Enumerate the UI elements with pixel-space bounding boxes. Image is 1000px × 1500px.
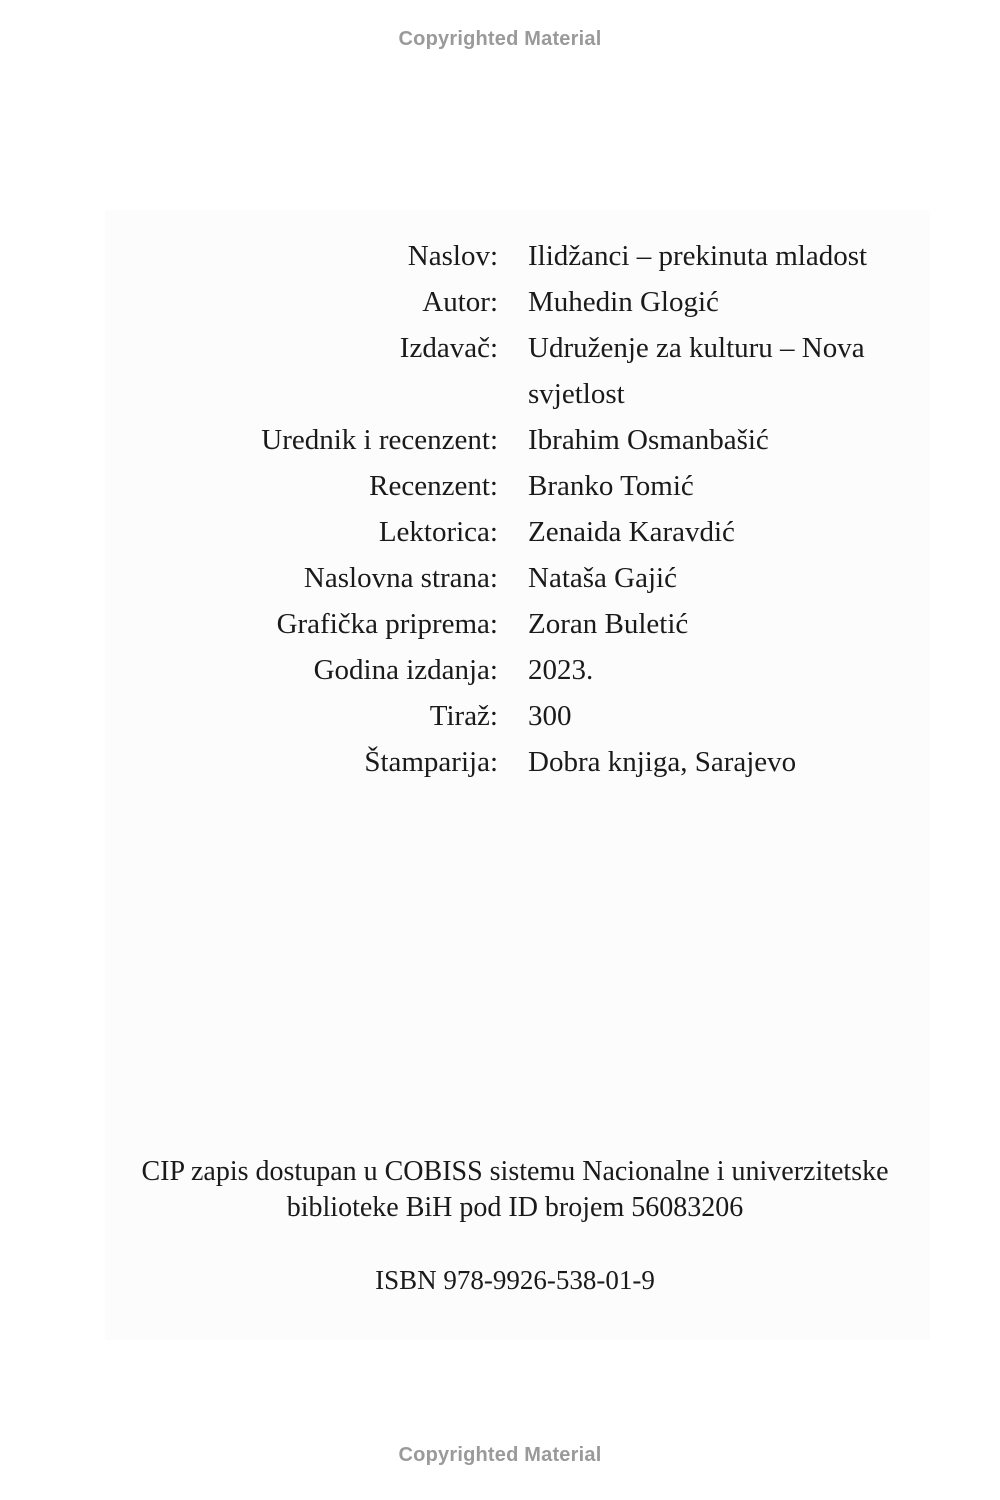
credit-value: Nataša Gajić xyxy=(528,562,677,594)
credit-row-year xyxy=(0,647,1000,693)
credit-row-printer xyxy=(0,739,1000,785)
credit-label: Urednik i recenzent: xyxy=(261,424,498,456)
credit-row-publisher xyxy=(0,325,1000,417)
credit-label: Izdavač: xyxy=(399,332,498,364)
credit-row-layout xyxy=(0,601,1000,647)
credit-row-reviewer xyxy=(0,463,1000,509)
credit-value: Branko Tomić xyxy=(528,470,694,502)
credit-value: Muhedin Glogić xyxy=(528,286,719,318)
credit-row-print-run xyxy=(0,693,1000,739)
credit-label: Grafička priprema: xyxy=(276,608,498,640)
credit-row-cover xyxy=(0,555,1000,601)
cip-record-note xyxy=(0,1154,1000,1226)
credit-value: Dobra knjiga, Sarajevo xyxy=(528,746,797,778)
copyright-watermark-top: Copyrighted Material xyxy=(398,28,602,50)
credit-label: Štamparija: xyxy=(364,746,498,778)
credits-list xyxy=(0,233,1000,785)
credit-label: Naslovna strana: xyxy=(303,562,498,594)
credit-value: Ibrahim Osmanbašić xyxy=(528,424,769,456)
credit-value: Zenaida Karavdić xyxy=(528,516,735,548)
credit-row-author xyxy=(0,279,1000,325)
credit-label: Autor: xyxy=(422,286,498,318)
cip-line-2: biblioteke BiH pod ID brojem 56083206 xyxy=(286,1192,744,1223)
credit-row-title xyxy=(0,233,1000,279)
credit-value: 300 xyxy=(528,700,572,732)
copyright-watermark-bottom: Copyrighted Material xyxy=(398,1444,602,1466)
credit-label: Lektorica: xyxy=(378,516,498,548)
credit-value: Ilidžanci – prekinuta mladost xyxy=(528,240,868,272)
credit-label: Recenzent: xyxy=(369,470,498,502)
credit-label: Godina izdanja: xyxy=(313,654,498,686)
credit-value: Udruženje za kulturu – Nova svjetlost xyxy=(528,332,865,410)
cip-line-1: CIP zapis dostupan u COBISS sistemu Nacionalne i univerzitetske xyxy=(141,1156,889,1187)
credit-label: Naslov: xyxy=(407,240,498,272)
credit-label: Tiraž: xyxy=(429,700,498,732)
isbn-number: ISBN 978-9926-538-01-9 xyxy=(375,1265,655,1295)
credit-value: Zoran Buletić xyxy=(528,608,689,640)
credit-value: 2023. xyxy=(528,654,594,686)
credit-row-editor xyxy=(0,417,1000,463)
credit-row-proofreader xyxy=(0,509,1000,555)
